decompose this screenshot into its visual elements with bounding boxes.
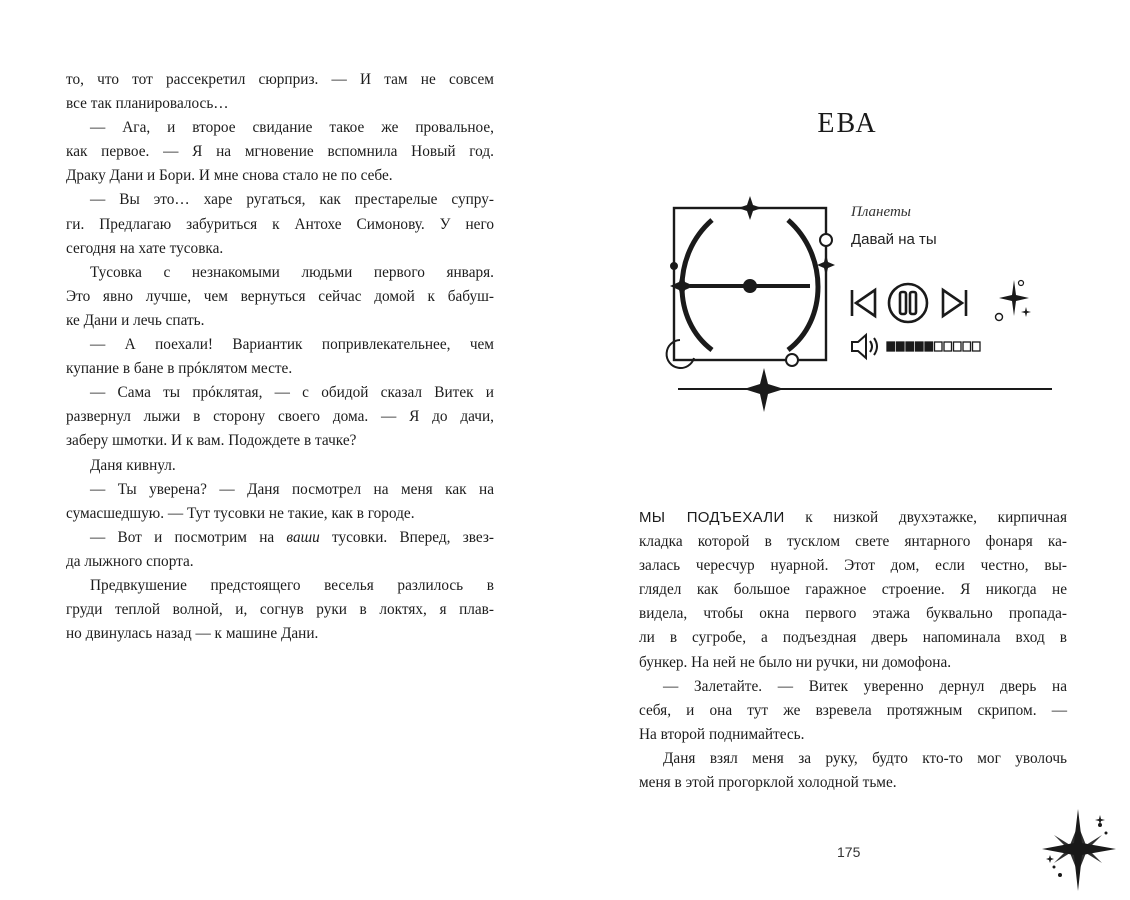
volume-segment	[925, 342, 933, 351]
text-line: глядел как большое гаражное строение. Я никогда не	[639, 581, 1067, 599]
text-line: ги. Предлагаю забуриться к Антохе Симонову. У него	[66, 215, 494, 233]
deco-small-circle	[996, 314, 1003, 321]
text-line: ли в сугробе, а подъездная дверь напоминала вход в	[639, 629, 1067, 647]
text-line: как первое. — Я на мгновение вспомнила Новый год.	[66, 143, 494, 161]
chapter-title: ЕВА	[817, 108, 878, 139]
volume-segment	[954, 342, 962, 351]
next-track-icon	[943, 290, 966, 316]
emphasis: ваши	[286, 528, 320, 546]
text-line: Предвкушение предстоящего веселья разлилось в	[90, 576, 494, 594]
lead-rest: к низкой двухэтажке, кирпичная	[784, 509, 1067, 526]
text-line: купание в бане в прóклятом месте.	[66, 360, 293, 378]
text-line: груди теплой волной, и, согнув руки в локтях, я плав-	[66, 601, 494, 619]
text-line: бункер. На ней не было ни ручки, ни домофона.	[639, 653, 952, 671]
frame-ornament-circle-bottom	[786, 354, 798, 366]
frame-ornament-circle	[820, 234, 832, 246]
volume-icon	[852, 335, 877, 358]
text-line: то, что тот рассекретил сюрприз. — И там не совсем	[66, 71, 494, 88]
text-line-lead	[639, 506, 1067, 530]
text-line: Даня кивнул.	[90, 456, 176, 474]
text-line: — Вы это… харе ругаться, как престарелые супру-	[90, 191, 494, 209]
pisces-center-dot	[744, 280, 756, 292]
text-line: — А поехали! Вариантик попривлекательнее, чем	[90, 336, 494, 354]
text-line: себя, и она тут же взревела протяжным скрипом. —	[639, 701, 1067, 719]
text-line: На второй поднимайтесь.	[639, 725, 805, 743]
text-line: кладка которой в тусклом свете янтарного фонаря ка-	[639, 533, 1067, 551]
volume-segment	[963, 342, 971, 351]
compass-star-icon	[1040, 805, 1120, 895]
text-line: да лыжного спорта.	[66, 552, 194, 570]
text-line: ке Дани и лечь спать.	[66, 311, 205, 329]
left-page	[0, 0, 560, 900]
text-line: Тусовка с незнакомыми людьми первого января.	[90, 263, 494, 281]
volume-segment	[906, 342, 914, 351]
volume-segment	[935, 342, 943, 351]
previous-track-icon	[852, 290, 875, 316]
text-line: заберу шмотки. И к вам. Подождете в тачке?	[66, 432, 357, 450]
sparkle-icon-bottom	[744, 368, 784, 412]
page-number: 175	[837, 844, 861, 860]
frame-ornament-arc	[667, 340, 694, 368]
text-line: меня в этой прогорклой холодной тьме.	[639, 774, 897, 792]
frame-ornament-dot	[671, 263, 677, 269]
volume-segment	[897, 342, 905, 351]
text-line: сегодня на хате тусовка.	[66, 239, 224, 257]
text-line: — Ага, и второе свидание такое же провальное,	[90, 119, 494, 137]
volume-segment	[944, 342, 952, 351]
deco-mini-sparkle	[1021, 307, 1031, 317]
text-line: — Сама ты прóклятая, — с обидой сказал Витек и	[90, 384, 494, 402]
right-page	[565, 0, 1130, 900]
music-player-illustration	[660, 190, 1060, 420]
lead-caps: МЫ ПОДЪЕХАЛИ	[639, 509, 785, 526]
volume-bar	[887, 342, 980, 351]
text-line: Даня взял меня за руку, будто кто-то мог уволочь	[663, 749, 1067, 767]
text-line: залась чересчур нуарной. Этот дом, если честно, вы-	[639, 557, 1067, 575]
text-line: развернул лыжи в сторону своего дома. — Я до дачи,	[66, 408, 494, 426]
track-artist: Планеты	[851, 204, 911, 220]
text-line: — Вот и посмотрим на ваши тусовки. Вперед, звез-	[90, 528, 494, 546]
left-page-text	[66, 68, 494, 646]
text-line: но двинулась назад — к машине Дани.	[66, 625, 319, 643]
text-line: Драку Дани и Бори. И мне снова стало не по себе.	[66, 167, 393, 185]
text-line: — Залетайте. — Витек уверенно дернул дверь на	[663, 677, 1067, 695]
pause-icon	[889, 284, 927, 322]
text-line: видела, чтобы окна первого этажа буквально пропада-	[639, 605, 1067, 623]
sparkle-icon-top	[738, 196, 762, 220]
text-line: все так планировалось…	[66, 95, 229, 113]
text-line: — Ты уверена? — Даня посмотрел на меня как на	[90, 480, 494, 498]
deco-tiny-circle	[1019, 281, 1024, 286]
track-title: Давай на ты	[851, 231, 937, 248]
volume-segment	[916, 342, 924, 351]
right-page-text	[639, 506, 1067, 795]
text-line: сумасшедшую. — Тут тусовки не такие, как в городе.	[66, 504, 415, 522]
volume-segment	[973, 342, 981, 351]
volume-segment	[887, 342, 895, 351]
sparkle-icon-right	[817, 254, 835, 276]
sparkle-icon-deco	[999, 280, 1029, 316]
text-line: Это явно лучше, чем вернуться сейчас домой к бабуш-	[66, 287, 494, 305]
